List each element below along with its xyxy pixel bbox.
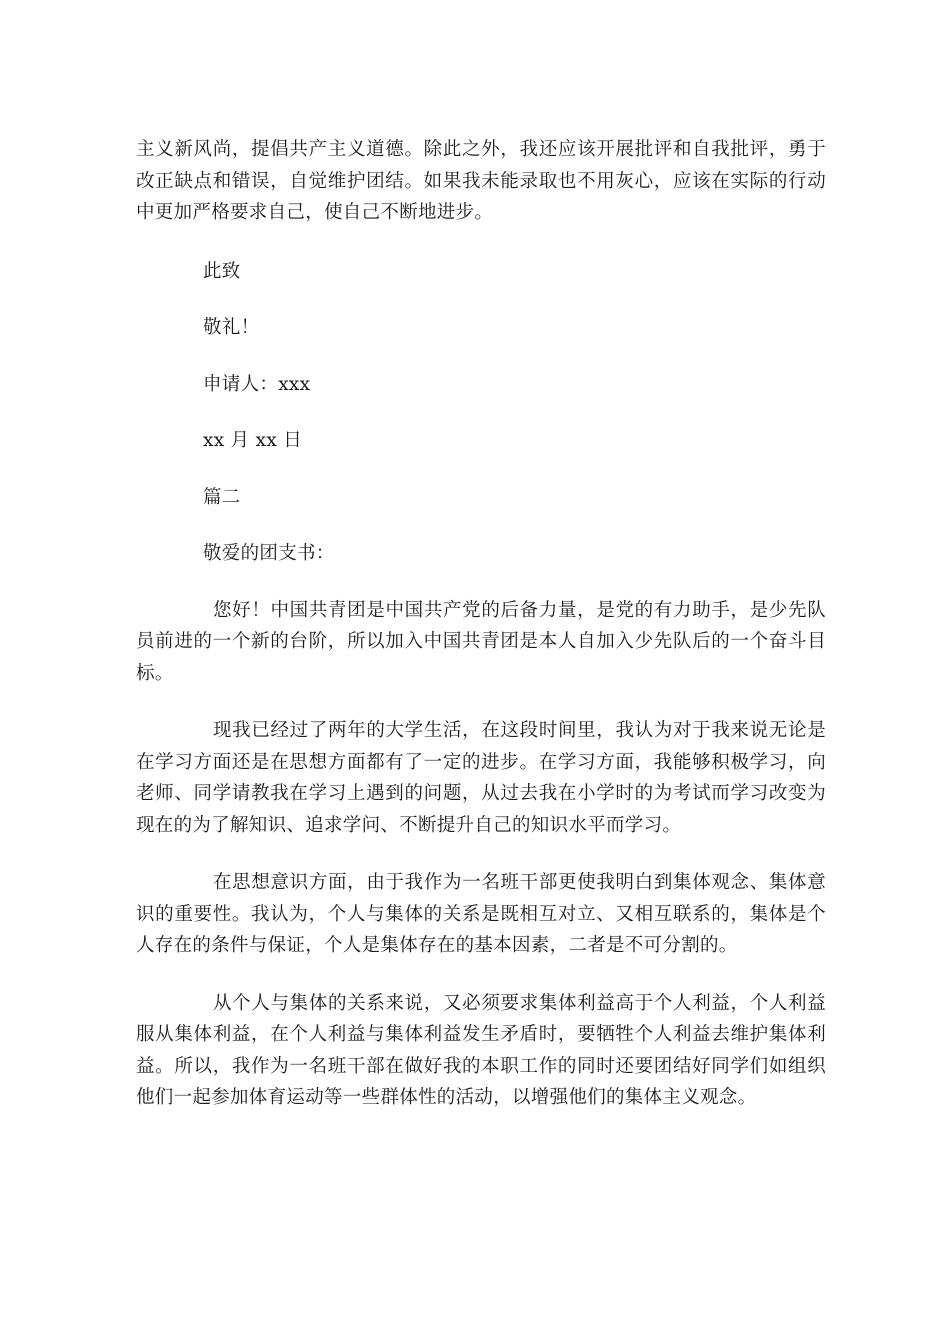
body-paragraph: 在思想意识方面，由于我作为一名班干部更使我明白到集体观念、集体意识的重要性。我认为，个人与集体的关系是既相互对立、又相互联系的，集体是个人存在的条件与保证，个人是集体存在的基本因素，二者是不可分割的。 <box>136 872 826 956</box>
closing-salute: 敬礼！ <box>203 317 260 338</box>
salutation: 敬爱的团支书： <box>203 543 335 564</box>
continuation-paragraph: 主义新风尚，提倡共产主义道德。除此之外，我还应该开展批评和自我批评，勇于改正缺点和错误，自觉维护团结。如果我未能录取也不用灰心，应该在实际的行动中更加严格要求自己，使自己不断地进步。 <box>136 139 826 223</box>
date-line: xx 月 xx 日 <box>203 430 303 451</box>
section-title: 篇二 <box>203 486 241 508</box>
body-paragraph: 现我已经过了两年的大学生活，在这段时间里，我认为对于我来说无论是在学习方面还是在思想方面都有了一定的进步。在学习方面，我能够积极学习，向老师、同学请教我在学习上遇到的问题，从过去我在小学时的为考试而学习改变为现在的为了解知识、追求学问、不断提升自己的知识水平而学习。 <box>136 720 826 836</box>
closing-phrase: 此致 <box>203 260 241 282</box>
document-body <box>136 134 826 1140</box>
applicant-line: 申请人：xxx <box>203 373 311 395</box>
body-paragraph: 您好！中国共青团是中国共产党的后备力量，是党的有力助手，是少先队员前进的一个新的台阶，所以加入中国共青团是本人自加入少先队后的一个奋斗目标。 <box>136 599 826 684</box>
body-paragraph: 从个人与集体的关系来说，又必须要求集体利益高于个人利益，个人利益服从集体利益，在个人利益与集体利益发生矛盾时，要牺牲个人利益去维护集体利益。所以，我作为一名班干部在做好我的本职工作的同时还要团结好同学们如组织他们一起参加体育运动等一些群体性的活动，以增强他们的集体主义观念。 <box>136 992 826 1108</box>
